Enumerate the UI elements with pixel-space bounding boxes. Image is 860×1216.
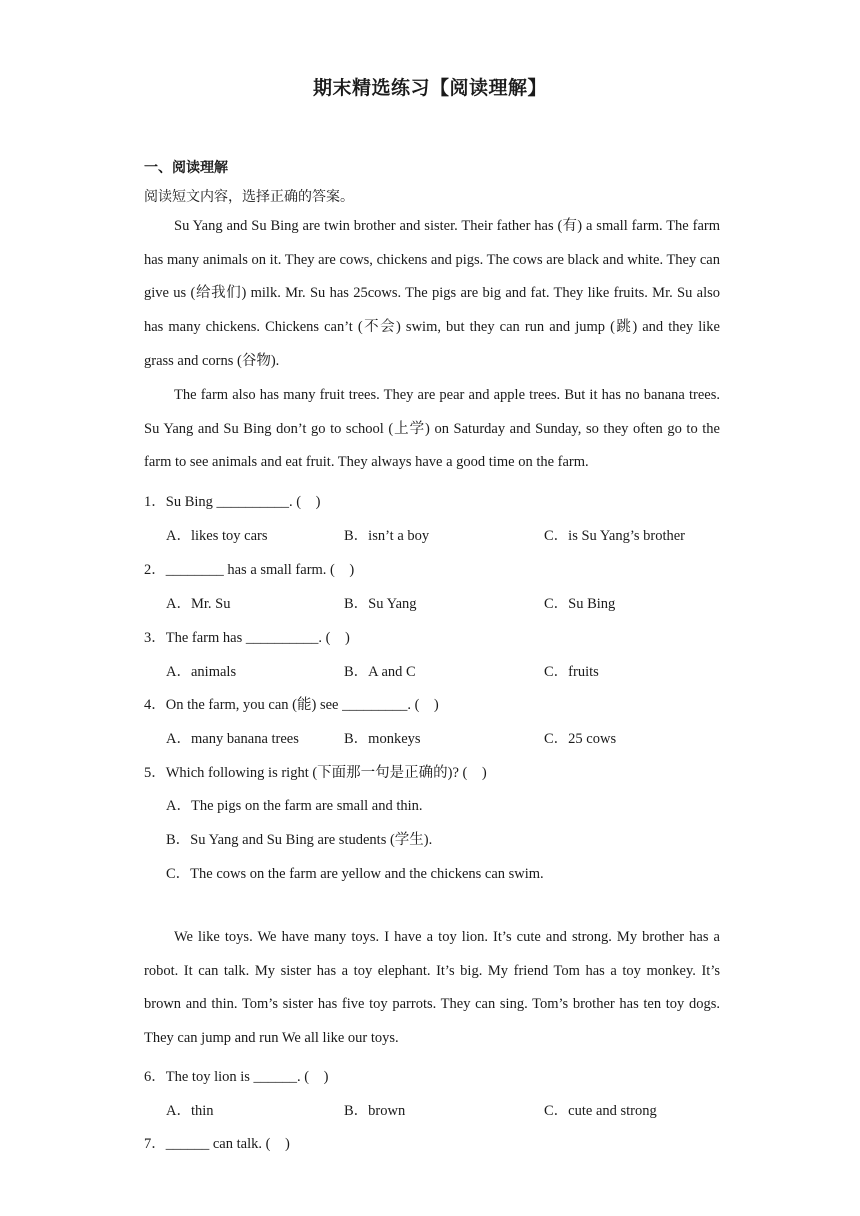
section-heading: 一、阅读理解 — [144, 160, 228, 176]
question-1-option-b[interactable]: B．isn’t a boy — [344, 528, 430, 544]
question-3-option-a[interactable]: A．animals — [166, 664, 237, 680]
question-4-option-c[interactable]: C．25 cows — [544, 731, 617, 747]
question-2-option-a[interactable]: A．Mr. Su — [166, 596, 231, 612]
question-text: The farm has __________. ( ) — [165, 630, 350, 646]
question-2 — [144, 558, 354, 579]
question-3-option-b[interactable]: B．A and C — [344, 664, 416, 680]
question-text: On the farm, you can (能) see _________. ( ) — [165, 697, 439, 713]
question-2-option-b[interactable]: B．Su Yang — [344, 596, 417, 612]
question-6-option-a[interactable]: A．thin — [166, 1103, 214, 1119]
question-text: ______ can talk. ( ) — [165, 1136, 290, 1152]
question-text: ________ has a small farm. ( ) — [165, 562, 355, 578]
question-1-option-a[interactable]: A．likes toy cars — [166, 528, 268, 544]
section-instruction: 阅读短文内容，选择正确的答案。 — [144, 189, 354, 205]
question-text: Which following is right (下面那一句是正确的)? ( ) — [165, 765, 487, 781]
question-number: 3． — [144, 630, 166, 646]
question-5 — [144, 761, 487, 782]
page-title: 期末精选练习【阅读理解】 — [312, 77, 547, 99]
question-4-option-b[interactable]: B．monkeys — [344, 731, 421, 747]
question-5-option-b[interactable]: B．Su Yang and Su Bing are students (学生). — [166, 832, 433, 848]
question-1 — [144, 490, 320, 511]
question-text: Su Bing __________. ( ) — [165, 494, 321, 510]
question-4-option-a[interactable]: A．many banana trees — [166, 731, 299, 747]
question-number: 4． — [144, 697, 166, 713]
question-6-option-c[interactable]: C．cute and strong — [544, 1103, 657, 1119]
question-5-option-a[interactable]: A．The pigs on the farm are small and thin. — [166, 798, 423, 814]
question-number: 6． — [144, 1069, 166, 1085]
passage1-paragraph2: The farm also has many fruit trees. They are pear and apple trees. But it has no banana trees. Su Yang and Su Bing don’t go to school (上学) on Saturday and Sunday, so they often go to the farm to see animals and eat fruit. They always have a good time on the farm. — [144, 387, 720, 471]
question-1-option-c[interactable]: C．is Su Yang’s brother — [544, 528, 685, 544]
question-3-option-c[interactable]: C．fruits — [544, 664, 599, 680]
question-2-option-c[interactable]: C．Su Bing — [544, 596, 616, 612]
question-4 — [144, 693, 439, 714]
question-number: 5． — [144, 765, 166, 781]
question-5-option-c[interactable]: C．The cows on the farm are yellow and the chickens can swim. — [166, 866, 544, 882]
question-number: 7． — [144, 1136, 166, 1152]
passage1-paragraph1: Su Yang and Su Bing are twin brother and sister. Their father has (有) a small farm. The farm has many animals on it. They are cows, chickens and pigs. The cows are black and white. They can give us (给我们) milk. Mr. Su has 25cows. The pigs are big and fat. They like fruits. Mr. Su also has many chickens. Chickens can’t (不会) swim, but they can run and jump (跳) and they like grass and corns (谷物). — [144, 218, 720, 369]
question-text: The toy lion is ______. ( ) — [165, 1069, 329, 1085]
question-6 — [144, 1065, 328, 1086]
question-3 — [144, 626, 350, 647]
question-number: 1． — [144, 494, 166, 510]
passage2-paragraph1: We like toys. We have many toys. I have a toy lion. It’s cute and strong. My brother has a robot. It can talk. My sister has a toy elephant. It’s big. My friend Tom has a toy monkey. It’s brown and thin. Tom’s sister has five toy parrots. They can sing. Tom’s brother has ten toy dogs. They can jump and run We all like our toys. — [144, 929, 720, 1047]
question-7 — [144, 1132, 290, 1153]
question-6-option-b[interactable]: B．brown — [344, 1103, 406, 1119]
question-number: 2． — [144, 562, 166, 578]
